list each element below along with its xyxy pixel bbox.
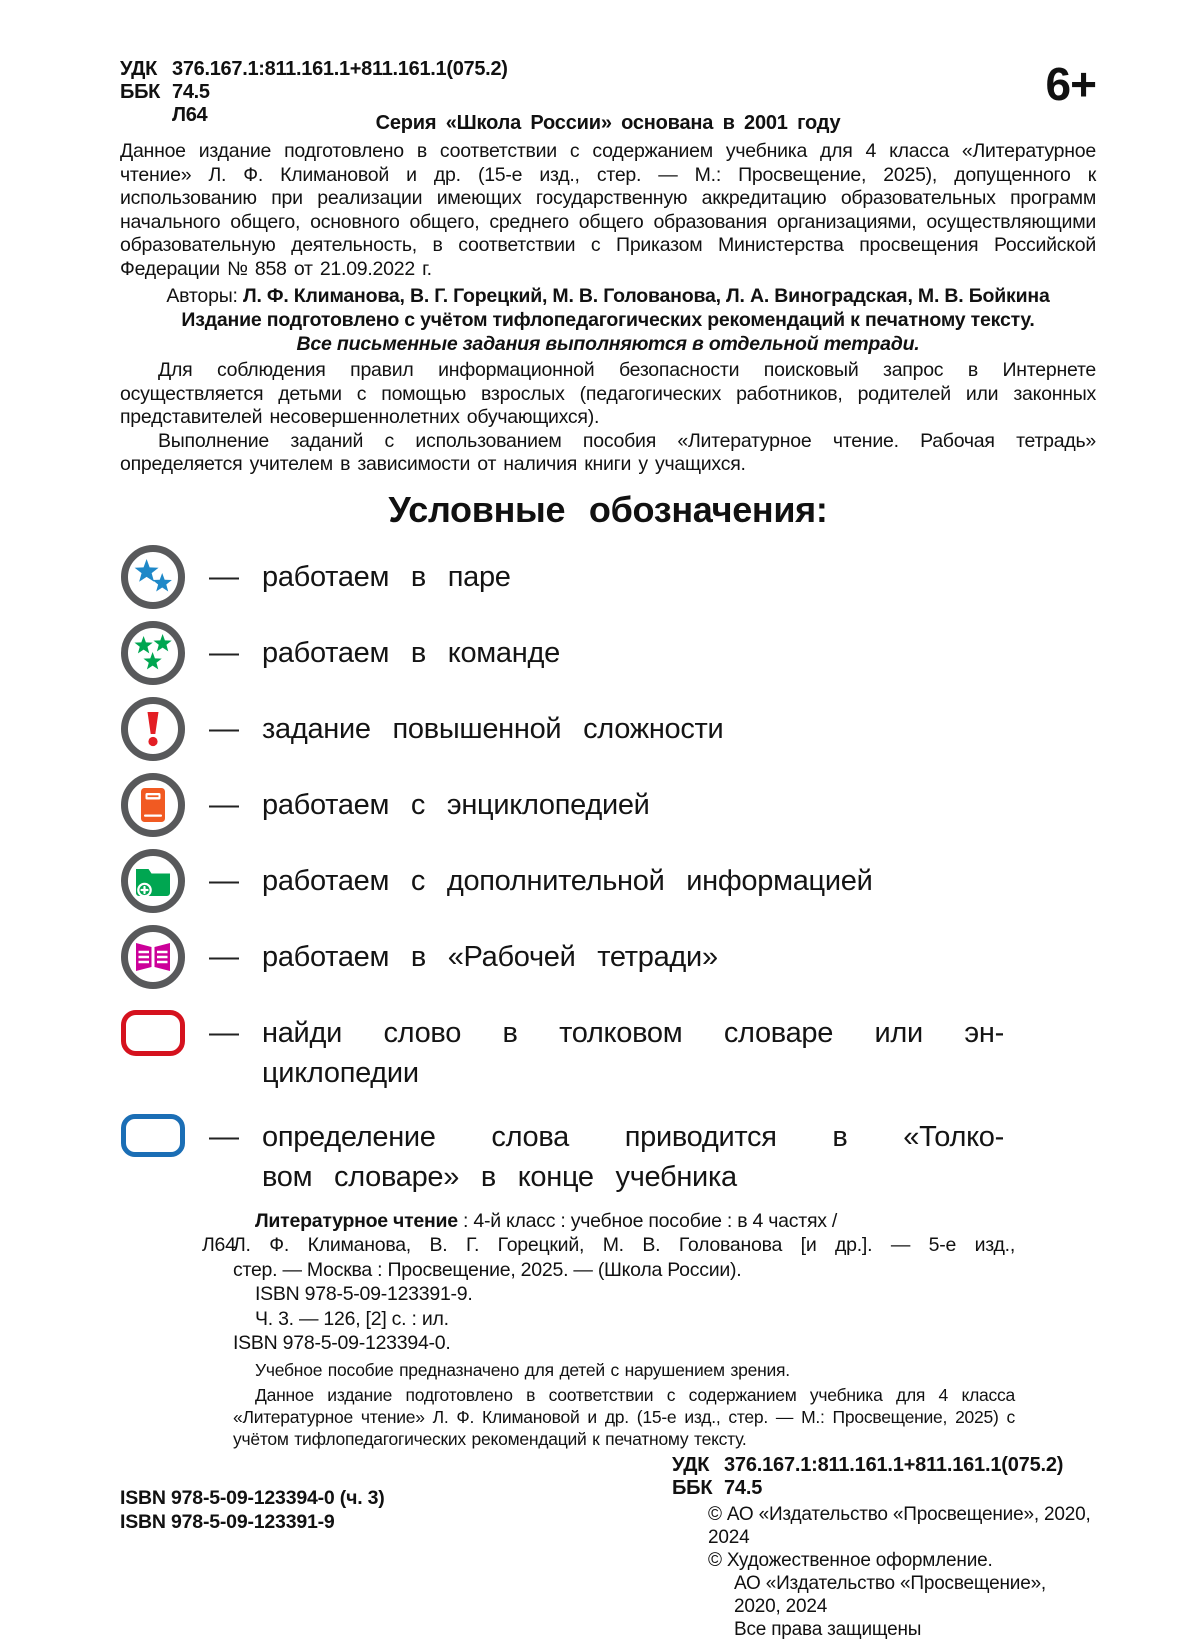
copyright-line: © АО «Издательство «Просвещение», 2020, 2024 [708, 1503, 1091, 1548]
book-code: Л64 [172, 104, 208, 126]
legend-item-team [120, 621, 1096, 685]
legend-item-pair [120, 545, 1096, 609]
biblio-edition-note: Данное издание подготовлено в соответствии с содержанием учебника для 4 класса «Литературное чтение» Л. Ф. Климановой и др. (15-е изд., стер. — М.: Просвещение, 2025) с учётом тифлопедагогических рекомендаций к печатному тексту. [233, 1384, 1015, 1449]
legend-dash: — [209, 787, 239, 821]
red-box-icon [121, 1010, 185, 1056]
book-title: Литературное чтение [255, 1209, 458, 1232]
biblio-title-line: Литературное чтение : 4-й класс : учебное пособие : в 4 частях / [255, 1209, 838, 1232]
vision-note: Учебное пособие предназначено для детей с нарушением зрения. [255, 1359, 790, 1380]
blue-box-icon [121, 1114, 185, 1157]
isbn-series-line: ISBN 978-5-09-123391-9. [255, 1283, 473, 1305]
part-line: Ч. 3. — 126, [2] с. : ил. [255, 1307, 449, 1330]
legend-dash: — [209, 939, 239, 973]
biblio-publisher-line: стер. — Москва : Просвещение, 2025. — (Школа России). [233, 1258, 742, 1281]
isbn-series: ISBN 978-5-09-123391-9 [120, 1510, 335, 1533]
legend-dash: — [209, 711, 239, 745]
legend-label: работаем с дополнительной информацией [262, 864, 873, 897]
legend-label: работаем с энциклопедией [262, 788, 650, 821]
open-workbook-icon [121, 925, 185, 989]
udk-line-bottom: УДК 376.167.1:811.161.1+811.161.1(075.2) [672, 1453, 1064, 1476]
legend-label: работаем в команде [262, 636, 560, 669]
legend-label: работаем в «Рабочей тетради» [262, 940, 718, 973]
legend-dash: — [209, 559, 239, 593]
legend-label: найди слово в толковом словаре или эн- циклопедии [262, 1016, 1004, 1089]
udk-line: УДК 376.167.1:811.161.1+811.161.1(075.2) [120, 58, 508, 80]
folder-plus-icon [121, 849, 185, 913]
legend-label: работаем в паре [262, 560, 511, 593]
authors-label: Авторы: [166, 285, 238, 307]
team-stars-icon [121, 621, 185, 685]
page-footer [120, 1454, 1096, 1641]
bbk-line: ББК 74.5 [120, 81, 210, 103]
legend-dash: — [209, 863, 239, 897]
exclamation-icon [121, 697, 185, 761]
legend-item-difficulty [120, 697, 1096, 761]
legend-item-encyclopedia [120, 773, 1096, 837]
isbn-block [120, 1486, 385, 1641]
pair-stars-icon [121, 545, 185, 609]
legend-item-extra-info [120, 849, 1096, 913]
legend-label: определение слова приводится в «Толко- вом словаре» в конце учебника [262, 1120, 1004, 1193]
copyright-line: Все права защищены [734, 1618, 922, 1640]
legend-title: Условные обозначения: [388, 488, 828, 530]
book-code: Л64 [202, 1234, 236, 1256]
authors-line [120, 284, 1096, 308]
legend-item-dictionary-search [120, 1001, 1096, 1093]
bbk-line-bottom: ББК 74.5 [672, 1476, 763, 1499]
written-tasks-note: Все письменные задания выполняются в отдельной тетради. [296, 333, 920, 355]
isbn-part-line: ISBN 978-5-09-123394-0. [233, 1332, 451, 1354]
legend-item-workbook [120, 925, 1096, 989]
encyclopedia-book-icon [121, 773, 185, 837]
copyright-line: © Художественное оформление. [708, 1549, 993, 1571]
series-line: Серия «Школа России» основана в 2001 году [375, 112, 841, 134]
biblio-authors-line: Л. Ф. Климанова, В. Г. Горецкий, М. В. Голованова [и др.]. — 5-е изд., [233, 1234, 1015, 1256]
legend-item-glossary [120, 1105, 1096, 1197]
copyright-block [672, 1454, 1096, 1641]
safety-paragraph: Для соблюдения правил информационной безопасности поисковый запрос в Интернете осуществляется детьми с помощью взрослых (педагогических работников, родителей или законных представителей несовершеннолетних обучающихся). [120, 359, 1096, 428]
bibliographic-block [202, 1209, 1015, 1450]
legend-dash: — [209, 1119, 239, 1153]
isbn-part: ISBN 978-5-09-123394-0 (ч. 3) [120, 1486, 385, 1509]
legend-dash: — [209, 635, 239, 669]
authors-names: Л. Ф. Климанова, В. Г. Горецкий, М. В. Голованова, Л. А. Виноградская, М. В. Бойкина [242, 285, 1050, 307]
age-rating-badge: 6+ [1045, 58, 1096, 110]
workbook-paragraph: Выполнение заданий с использованием пособия «Литературное чтение. Рабочая тетрадь» определяется учителем в зависимости от наличия книги у учащихся. [120, 429, 1096, 475]
legend-label: задание повышенной сложности [262, 712, 724, 745]
edition-paragraph: Данное издание подготовлено в соответствии с содержанием учебника для 4 класса «Литературное чтение» Л. Ф. Климановой и др. (15-е изд., стер. — М.: Просвещение, 2025), допущенного к использованию при реализации имеющих государственную аккредитацию образовательных программ начального общего, основного общего, среднего общего образования организациями, осуществляющими образовательную деятельность, в соответствии с Приказом Министерства просвещения Российской Федерации № 858 от 21.09.2022 г. [120, 140, 1096, 280]
legend-dash: — [209, 1015, 239, 1049]
typhlo-note: Издание подготовлено с учётом тифлопедагогических рекомендаций к печатному тексту. [181, 309, 1035, 331]
copyright-line: АО «Издательство «Просвещение», 2020, 2024 [734, 1572, 1047, 1617]
